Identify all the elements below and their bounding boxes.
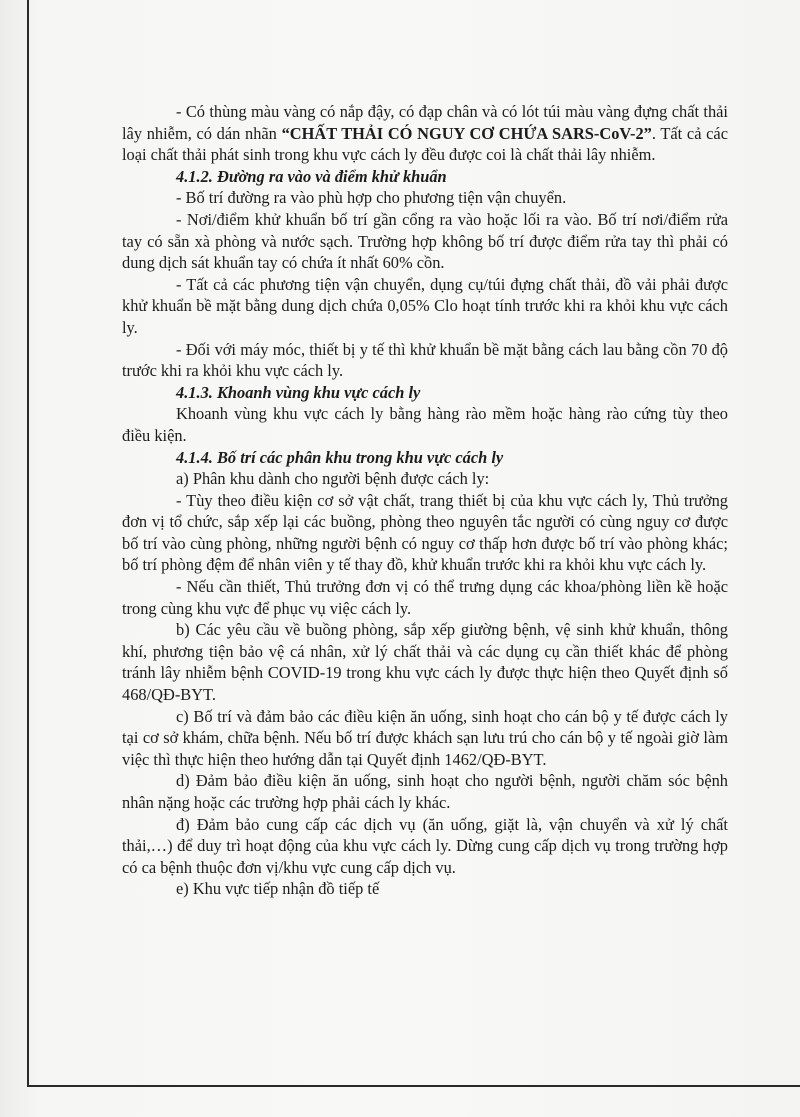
document-body	[122, 101, 728, 900]
paragraph: b) Các yêu cầu về buồng phòng, sắp xếp giường bệnh, vệ sinh khử khuẩn, thông khí, phương tiện bảo vệ cá nhân, xử lý chất thải và các dụng cụ cần thiết khác để phòng tránh lây nhiễm bệnh COVID-19 trong khu vực cách ly được thực hiện theo Quyết định số 468/QĐ-BYT.	[122, 620, 728, 705]
paragraph: - Bố trí đường ra vào phù hợp cho phương tiện vận chuyển.	[176, 188, 567, 208]
paragraph: - Tất cả các phương tiện vận chuyển, dụng cụ/túi đựng chất thải, đồ vải phải được khử khuẩn bề mặt bằng dung dịch chứa 0,05% Clo hoạt tính trước khi ra khỏi khu vực cách ly.	[122, 274, 728, 337]
paragraph: - Tùy theo điều kiện cơ sở vật chất, trang thiết bị của khu vực cách ly, Thủ trưởng đơn vị tổ chức, sắp xếp lại các buồng, phòng theo nguyên tắc người có cùng nguy cơ được bố trí vào cùng phòng, những người bệnh có nguy cơ thấp hơn được bố trí vào phòng khác; bố trí phòng đệm để nhân viên y tế thay đồ, khử khuẩn trước khi ra khỏi khu vực cách ly.	[122, 490, 728, 575]
paragraph: - Nơi/điểm khử khuẩn bố trí gần cổng ra vào hoặc lối ra vào. Bố trí nơi/điểm rửa tay có sẵn xà phòng và nước sạch. Trường hợp không bố trí được điểm rửa tay thì phải có dung dịch sát khuẩn tay có chứa ít nhất 60% cồn.	[122, 209, 728, 273]
section-heading-4-1-2: 4.1.2. Đường ra vào và điểm khử khuẩn	[176, 166, 447, 186]
paragraph: c) Bố trí và đảm bảo các điều kiện ăn uống, sinh hoạt cho cán bộ y tế được cách ly tại cơ sở khám, chữa bệnh. Nếu bố trí được khách sạn lưu trú cho cán bộ y tế ngoài giờ làm việc thì thực hiện theo hướng dẫn tại Quyết định 1462/QĐ-BYT.	[122, 706, 728, 769]
section-heading-4-1-4: 4.1.4. Bố trí các phân khu trong khu vực cách ly	[176, 447, 504, 467]
paragraph: a) Phân khu dành cho người bệnh được cách ly:	[176, 469, 490, 489]
bottom-margin-rule	[27, 1085, 800, 1087]
paragraph: - Nếu cần thiết, Thủ trưởng đơn vị có thể trưng dụng các khoa/phòng liền kề hoặc trong cùng khu vực để phục vụ việc cách ly.	[122, 577, 728, 618]
left-margin-rule	[27, 0, 29, 1085]
section-heading-4-1-3: 4.1.3. Khoanh vùng khu vực cách ly	[176, 382, 421, 402]
paragraph: d) Đảm bảo điều kiện ăn uống, sinh hoạt cho người bệnh, người chăm sóc bệnh nhân nặng hoặc các trường hợp phải cách ly khác.	[122, 771, 728, 812]
paragraph: - Đối với máy móc, thiết bị y tế thì khử khuẩn bề mặt bằng cách lau bằng cồn 70 độ trước khi ra khỏi khu vực cách ly.	[122, 339, 728, 381]
paragraph-waste-bin: - Có thùng màu vàng có nắp đậy, có đạp chân và có lót túi màu vàng đựng chất thải lây nhiễm, có dán nhãn “CHẤT THẢI CÓ NGUY CƠ CHỨA SARS-CoV-2”. Tất cả các loại chất thải phát sinh trong khu vực cách ly đều được coi là chất thải lây nhiễm.	[122, 102, 728, 165]
hazard-label-text: “CHẤT THẢI CÓ NGUY CƠ CHỨA SARS-CoV-2”	[281, 123, 652, 143]
paragraph: Khoanh vùng khu vực cách ly bằng hàng rào mềm hoặc hàng rào cứng tùy theo điều kiện.	[122, 404, 728, 445]
paragraph: đ) Đảm bảo cung cấp các dịch vụ (ăn uống, giặt là, vận chuyển và xử lý chất thải,…) để duy trì hoạt động của khu vực cách ly. Dừng cung cấp dịch vụ trong trường hợp có ca bệnh thuộc đơn vị/khu vực cung cấp dịch vụ.	[122, 814, 728, 877]
paragraph: e) Khu vực tiếp nhận đồ tiếp tế	[176, 879, 380, 899]
